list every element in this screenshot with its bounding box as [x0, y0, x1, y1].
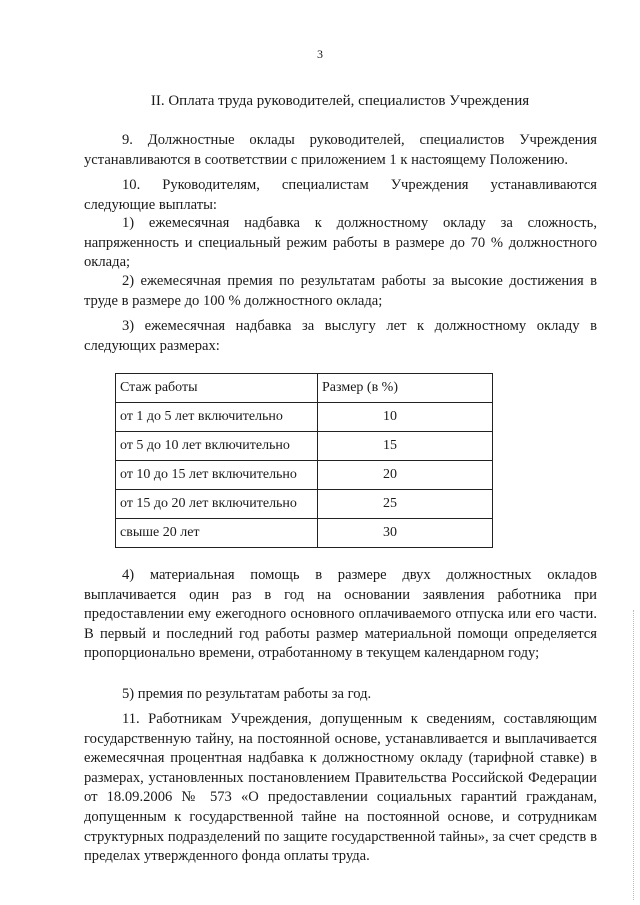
paragraph-9: 9. Должностные оклады руководителей, специалистов Учреждения устанавливаются в соответствии с приложением 1 к настоящему Положению.: [84, 132, 597, 168]
paragraph-10-item-2: 2) ежемесячная премия по результатам работы за высокие достижения в труде в размере до 100 % должностного оклада;: [84, 273, 597, 309]
table-row: [116, 432, 493, 461]
section-title: II. Оплата труда руководителей, специалистов Учреждения: [150, 93, 530, 109]
table-cell-period: от 10 до 15 лет включительно: [116, 461, 318, 490]
table-header-row: [116, 374, 493, 403]
table-cell-size: 10: [318, 403, 493, 432]
page-number: 3: [317, 47, 323, 61]
table-cell-period: от 1 до 5 лет включительно: [116, 403, 318, 432]
paragraph-10-item-3: 3) ежемесячная надбавка за выслугу лет к должностному окладу в следующих размерах:: [84, 318, 597, 354]
table-cell-period: от 15 до 20 лет включительно: [116, 490, 318, 519]
table-cell-size: 30: [318, 519, 493, 548]
paragraph-10-item-4: 4) материальная помощь в размере двух должностных окладов выплачивается один раз в год на основании заявления работника при предоставлении ему ежегодного основного оплачиваемого отпуска или его части. В первый и последний год работы размер материальной помощи определяется пропорционально времени, отработанному в текущем календарном году;: [84, 567, 597, 662]
scan-margin-mark: [633, 610, 636, 900]
table-cell-size: 25: [318, 490, 493, 519]
table-cell-period: от 5 до 10 лет включительно: [116, 432, 318, 461]
paragraph-10-item-1: 1) ежемесячная надбавка к должностному окладу за сложность, напряженность и специальный режим работы в размере до 70 % должностного оклада;: [84, 215, 597, 271]
table-header-period: Стаж работы: [116, 374, 318, 403]
table-cell-period: свыше 20 лет: [116, 519, 318, 548]
table-header-size: Размер (в %): [318, 374, 493, 403]
table-row: [116, 519, 493, 548]
table-cell-size: 20: [318, 461, 493, 490]
table-cell-size: 15: [318, 432, 493, 461]
table-row: [116, 461, 493, 490]
paragraph-10: 10. Руководителям, специалистам Учреждения устанавливаются следующие выплаты:: [84, 177, 597, 213]
paragraph-10-item-5: 5) премия по результатам работы за год.: [122, 686, 372, 702]
table-row: [116, 490, 493, 519]
seniority-table: [115, 373, 493, 548]
paragraph-11: 11. Работникам Учреждения, допущенным к сведениям, составляющим государственную тайну, на постоянной основе, устанавливается и выплачивается ежемесячная процентная надбавка к должностному окладу (тарифной ставке) в размерах, установленных постановлением Правительства Российской Федерации от 18.09.2006 № 573 «О предоставлении социальных гарантий гражданам, допущенным к государственной тайне на постоянной основе, и сотрудникам структурных подразделений по защите государственной тайны», за счет средств в пределах утвержденного фонда оплаты труда.: [84, 711, 597, 865]
table-row: [116, 403, 493, 432]
